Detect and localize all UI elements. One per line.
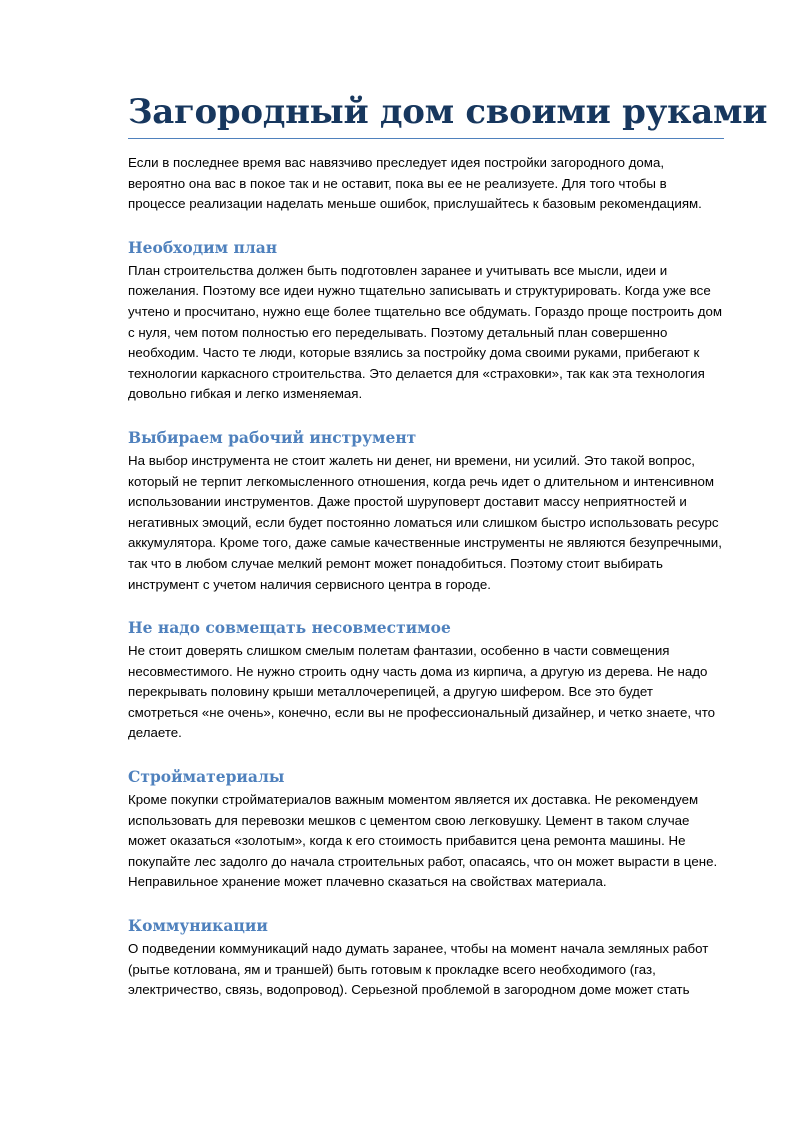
section-heading: Выбираем рабочий инструмент — [128, 427, 417, 447]
section-compatibility — [128, 618, 724, 744]
section-paragraph: Кроме покупки стройматериалов важным моментом является их доставка. Не рекомендуем использовать для перевозки мешков с цементом свою легковушку. Цемент в таком случае может оказаться «золотым», когда к его стоимость прибавится цена ремонта машины. Не покупайте лес задолго до начала строительных работ, опасаясь, что он может вырасти в цене. Неправильное хранение может плачевно сказаться на свойствах материала. — [128, 792, 718, 890]
section-plan — [128, 238, 724, 405]
section-heading: Стройматериалы — [128, 767, 285, 787]
document-title: Загородный дом своими руками — [128, 90, 724, 139]
section-heading: Необходим план — [128, 237, 278, 257]
section-tools — [128, 428, 724, 595]
section-paragraph: На выбор инструмента не стоит жалеть ни денег, ни времени, ни усилий. Это такой вопрос, который не терпит легкомысленного отношения, когда речь идет о длительном и интенсивном использовании инструментов. Даже простой шуруповерт доставит массу неприятностей и негативных эмоций, если будет постоянно ломаться или слишком быстро использовать ресурс аккумулятора. Кроме того, даже самые качественные инструменты не являются безупречными, так что в любом случае мелкий ремонт может понадобиться. Поэтому стоит выбирать инструмент с учетом наличия сервисного центра в городе. — [128, 452, 722, 592]
section-materials — [128, 767, 724, 893]
section-heading: Коммуникации — [128, 916, 268, 936]
intro-paragraph: Если в последнее время вас навязчиво преследует идея постройки загородного дома, вероятно она вас в покое так и не оставит, пока вы ее не реализуете. Для того чтобы в процессе реализации наделать меньше ошибок, прислушайтесь к базовым рекомендациям. — [128, 155, 702, 212]
section-paragraph: Не стоит доверять слишком смелым полетам фантазии, особенно в части совмещения несовместимого. Не нужно строить одну часть дома из кирпича, а другую из дерева. Не надо перекрывать половину крыши металлочерепицей, а другую шифером. Все это будет смотреться «не очень», конечно, если вы не профессиональный дизайнер, и четко знаете, что делаете. — [128, 643, 716, 741]
section-paragraph: О подведении коммуникаций надо думать заранее, чтобы на момент начала земляных работ (рытье котлована, ям и траншей) быть готовым к прокладке всего необходимого (газ, электричество, связь, водопровод). Серьезной проблемой в загородном доме может стать — [128, 941, 709, 998]
section-paragraph: План строительства должен быть подготовлен заранее и учитывать все мысли, идеи и пожелания. Поэтому все идеи нужно тщательно записывать и структурировать. Когда уже все учтено и просчитано, нужно еще более тщательно все обдумать. Гораздо проще построить дом с нуля, чем потом полностью его переделывать. Поэтому детальный план совершенно необходим. Часто те люди, которые взялись за постройку дома своими руками, прибегают к технологии каркасного строительства. Это делается для «страховки», так как эта технология довольно гибкая и легко изменяемая. — [128, 262, 723, 402]
section-utilities — [128, 916, 724, 1001]
document-page — [128, 90, 768, 1001]
section-heading: Не надо совмещать несовместимое — [128, 618, 451, 638]
